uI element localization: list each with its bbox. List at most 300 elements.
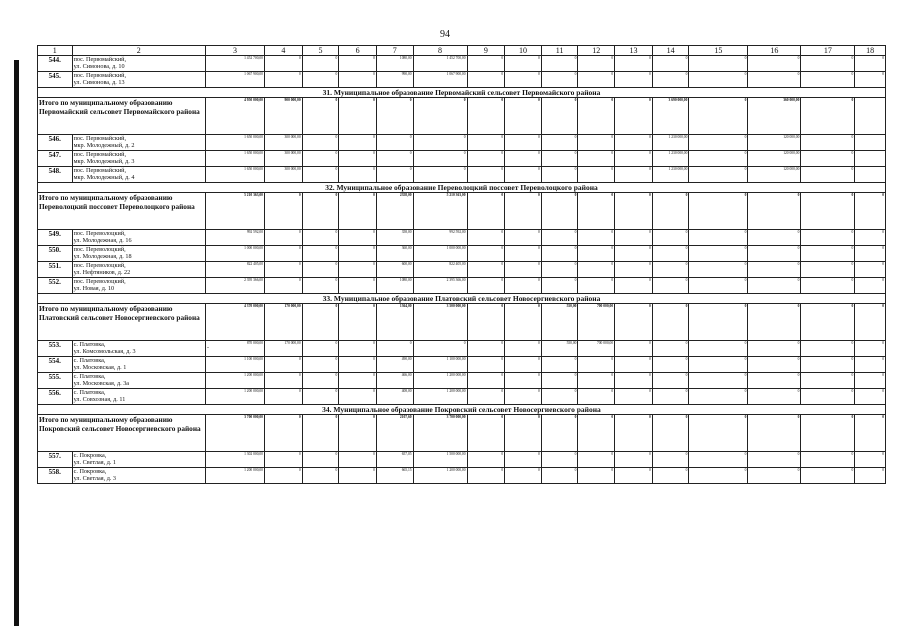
- value-text: 0: [648, 468, 651, 472]
- value-cell: [205, 135, 264, 151]
- table-row: [38, 389, 886, 405]
- section-header-row: [38, 183, 886, 193]
- value-cell: [205, 151, 264, 167]
- value-cell: [855, 278, 886, 294]
- value-cell: [578, 341, 615, 357]
- value-text: 0: [882, 278, 884, 282]
- value-cell: [578, 135, 615, 151]
- value-text: 0: [574, 373, 577, 377]
- value-cell: [264, 341, 302, 357]
- value-cell: 3 500 000,00: [413, 304, 467, 341]
- value-cell: [467, 56, 505, 72]
- value-cell: [339, 167, 377, 183]
- value-text: 0: [648, 56, 651, 60]
- value-cell: [541, 389, 578, 405]
- value-cell: [376, 389, 413, 405]
- value-cell: [467, 468, 505, 484]
- value-text: 0: [882, 230, 884, 234]
- value-text: 0: [851, 357, 854, 361]
- value-cell: [748, 72, 801, 88]
- value-text: 0: [574, 468, 577, 472]
- value-cell: [615, 373, 653, 389]
- value-cell: [578, 452, 615, 468]
- value-cell: [467, 452, 505, 468]
- column-number-cell: 1: [38, 46, 73, 56]
- address-line-1: с. Платовка,: [73, 373, 106, 380]
- column-number-cell: 15: [689, 46, 748, 56]
- address-line-2: ул. Нефтяников, д. 22: [73, 269, 131, 276]
- value-cell: [467, 230, 505, 246]
- value-text: 0: [298, 389, 301, 393]
- value-text: 0: [501, 357, 504, 361]
- value-cell: 0: [652, 304, 689, 341]
- value-text: 0: [373, 262, 375, 266]
- table-row: [38, 341, 886, 357]
- value-cell: 0: [264, 415, 302, 452]
- value-cell: [376, 56, 413, 72]
- value-cell: [376, 246, 413, 262]
- value-cell: [689, 373, 748, 389]
- address-line-2: мкр. Молодежный, д. 4: [73, 174, 135, 181]
- value-cell: [302, 389, 339, 405]
- value-text: 0: [685, 230, 688, 234]
- value-cell: [615, 72, 653, 88]
- value-cell: [302, 230, 339, 246]
- row-number: 550.: [38, 246, 73, 262]
- value-text: 0: [463, 167, 466, 171]
- value-text: 0: [882, 262, 884, 266]
- value-cell: [801, 341, 855, 357]
- value-text: 0: [797, 341, 800, 345]
- value-text: 0: [685, 373, 688, 377]
- value-text: 490,00: [401, 357, 412, 361]
- value-text: 300 000,00: [284, 167, 301, 171]
- value-text: 1 650 000,00: [244, 151, 263, 155]
- value-text: 0: [538, 278, 540, 282]
- value-text: 0: [335, 230, 338, 234]
- value-text: 1 200 000,00: [446, 373, 466, 377]
- value-text: 358,00: [401, 230, 412, 234]
- value-text: 0: [648, 357, 651, 361]
- value-cell: [264, 56, 302, 72]
- value-cell: 0: [801, 304, 855, 341]
- value-cell: 0: [467, 415, 505, 452]
- value-cell: 0: [302, 415, 339, 452]
- value-cell: [689, 135, 748, 151]
- value-text: 0: [744, 56, 747, 60]
- address-line-1: пос. Первомайский,: [73, 56, 127, 63]
- value-cell: [413, 56, 467, 72]
- value-cell: [467, 278, 505, 294]
- row-number: 546.: [38, 135, 73, 151]
- value-cell: [801, 246, 855, 262]
- value-cell: [205, 230, 264, 246]
- value-cell: [264, 72, 302, 88]
- value-text: 0: [797, 468, 800, 472]
- value-text: 0: [501, 135, 504, 139]
- value-cell: [801, 373, 855, 389]
- value-cell: [339, 56, 377, 72]
- value-text: 1 500 000,00: [446, 452, 466, 456]
- value-cell: 0: [689, 98, 748, 135]
- value-text: 0: [685, 468, 688, 472]
- value-cell: 0: [505, 304, 542, 341]
- value-text: 0: [409, 167, 412, 171]
- row-number: 552.: [38, 278, 73, 294]
- address-cell: [72, 452, 205, 468]
- value-cell: [541, 151, 578, 167]
- table-row: [38, 72, 886, 88]
- value-text: 0: [685, 278, 688, 282]
- value-text: 0: [538, 151, 540, 155]
- row-number: 555.: [38, 373, 73, 389]
- value-cell: 0: [339, 98, 377, 135]
- value-cell: [302, 72, 339, 88]
- row-number: 557.: [38, 452, 73, 468]
- value-text: 0: [409, 135, 412, 139]
- address-cell: [72, 56, 205, 72]
- value-text: 120 000,00: [783, 151, 800, 155]
- value-text: 0: [373, 56, 375, 60]
- value-cell: [264, 167, 302, 183]
- value-cell: [652, 373, 689, 389]
- value-text: 0: [611, 72, 614, 76]
- value-text: 0: [335, 135, 338, 139]
- value-cell: [801, 452, 855, 468]
- value-cell: 4 950 000,00: [205, 98, 264, 135]
- value-cell: [413, 167, 467, 183]
- value-text: 0: [298, 262, 301, 266]
- table-row: [38, 262, 886, 278]
- value-text: 0: [744, 167, 747, 171]
- value-cell: [302, 167, 339, 183]
- value-cell: 3 690 000,00: [652, 98, 689, 135]
- value-cell: 0: [302, 193, 339, 230]
- value-text: 0: [574, 278, 577, 282]
- value-text: 0: [335, 72, 338, 76]
- value-cell: 0: [748, 415, 801, 452]
- value-cell: [339, 72, 377, 88]
- value-text: 0: [648, 278, 651, 282]
- value-text: 0: [851, 373, 854, 377]
- section-header-row: [38, 88, 886, 98]
- value-cell: [339, 357, 377, 373]
- column-number-cell: 14: [652, 46, 689, 56]
- value-cell: [689, 357, 748, 373]
- value-text: 1 452 700,00: [446, 56, 466, 60]
- address-cell: [72, 135, 205, 151]
- value-cell: [748, 357, 801, 373]
- address-line-1: пос. Переволоцкий,: [73, 230, 126, 237]
- value-cell: [541, 56, 578, 72]
- value-text: 0: [501, 452, 504, 456]
- value-cell: 0: [855, 415, 886, 452]
- page-number: 94: [440, 29, 450, 40]
- value-cell: [376, 452, 413, 468]
- value-cell: [578, 373, 615, 389]
- value-cell: [541, 246, 578, 262]
- value-text: 1 230 000,00: [668, 167, 688, 171]
- address-line-1: пос. Первомайский,: [73, 135, 127, 142]
- value-cell: [748, 468, 801, 484]
- value-text: 0: [538, 341, 540, 345]
- value-text: 0: [538, 167, 540, 171]
- row-number: 554.: [38, 357, 73, 373]
- value-cell: [302, 246, 339, 262]
- value-text: 0: [744, 373, 747, 377]
- value-cell: [413, 452, 467, 468]
- value-cell: [652, 357, 689, 373]
- value-text: 1 650 000,00: [244, 135, 263, 139]
- value-text: 0: [409, 341, 412, 345]
- value-cell: 0: [541, 415, 578, 452]
- value-cell: [615, 341, 653, 357]
- value-cell: [205, 373, 264, 389]
- value-text: 0: [298, 246, 301, 250]
- address-line-1: пос. Переволоцкий,: [73, 278, 126, 285]
- value-text: 0: [501, 246, 504, 250]
- address-line-2: ул. Комсомольская, д. 3: [73, 348, 136, 355]
- address-cell: [72, 72, 205, 88]
- address-line-2: ул. Московская, д. 3а: [73, 380, 130, 387]
- table-row: [38, 230, 886, 246]
- value-cell: [264, 151, 302, 167]
- value-cell: [376, 357, 413, 373]
- total-row: [38, 98, 886, 135]
- value-cell: [376, 373, 413, 389]
- value-cell: [689, 167, 748, 183]
- value-text: 0: [851, 167, 854, 171]
- address-line-2: ул. Светлая, д. 1: [73, 459, 117, 466]
- column-number-cell: 7: [376, 46, 413, 56]
- value-cell: [748, 230, 801, 246]
- value-cell: 0: [339, 415, 377, 452]
- value-cell: 5 210 363,00: [413, 193, 467, 230]
- value-text: 0: [797, 278, 800, 282]
- value-cell: [264, 135, 302, 151]
- column-number-cell: 2: [72, 46, 205, 56]
- value-cell: [413, 230, 467, 246]
- value-text: 0: [373, 468, 375, 472]
- value-cell: [467, 357, 505, 373]
- value-cell: [689, 151, 748, 167]
- address-line-2: ул. Светлая, д. 3: [73, 475, 117, 482]
- column-number-cell: 13: [615, 46, 653, 56]
- section-header-row: [38, 405, 886, 415]
- value-text: 300 000,00: [284, 151, 301, 155]
- value-cell: [748, 278, 801, 294]
- value-text: 0: [574, 151, 577, 155]
- value-cell: [689, 452, 748, 468]
- total-label: Итого по муниципальному образованию Переволоцкий поссовет Переволоцкого района: [38, 193, 206, 230]
- value-cell: [578, 151, 615, 167]
- value-text: 0: [611, 230, 614, 234]
- table-row: [38, 452, 886, 468]
- value-text: 0: [574, 357, 577, 361]
- address-cell: [72, 278, 205, 294]
- binding-bar: [14, 60, 19, 626]
- column-number-cell: 3: [205, 46, 264, 56]
- address-line-1: пос. Первомайский,: [73, 72, 127, 79]
- row-number: 544.: [38, 56, 73, 72]
- value-text: 0: [882, 468, 884, 472]
- address-line-1: с. Покровка,: [73, 452, 107, 459]
- value-cell: [652, 389, 689, 405]
- value-text: 0: [611, 135, 614, 139]
- value-cell: 0: [302, 98, 339, 135]
- value-text: 822 405,00: [246, 262, 263, 266]
- value-cell: [339, 151, 377, 167]
- value-cell: 0: [801, 98, 855, 135]
- section-title: 34. Муниципальное образование Покровский сельсовет Новосергиевского района: [38, 405, 886, 415]
- value-text: 1 200 000,00: [244, 468, 263, 472]
- value-text: 0: [648, 452, 651, 456]
- value-cell: [541, 230, 578, 246]
- table-row: [38, 167, 886, 183]
- value-text: 0: [373, 452, 375, 456]
- value-cell: 550,00: [541, 304, 578, 341]
- value-cell: [302, 278, 339, 294]
- row-number: 547.: [38, 151, 73, 167]
- value-cell: [541, 357, 578, 373]
- value-text: 0: [648, 230, 651, 234]
- value-text: 0: [648, 151, 651, 155]
- value-text: 0: [501, 278, 504, 282]
- column-number-cell: 12: [578, 46, 615, 56]
- value-text: 0: [538, 389, 540, 393]
- value-cell: 2358,00: [376, 193, 413, 230]
- address-line-2: ул. Совхозная, д. 11: [73, 396, 126, 403]
- value-text: 0: [685, 389, 688, 393]
- value-cell: [376, 278, 413, 294]
- value-text: 992 592,00: [246, 230, 263, 234]
- value-text: 0: [744, 151, 747, 155]
- value-cell: [467, 167, 505, 183]
- value-cell: [615, 452, 653, 468]
- value-cell: [505, 151, 542, 167]
- value-cell: [652, 278, 689, 294]
- value-cell: [413, 262, 467, 278]
- value-text: 990,00: [401, 72, 412, 76]
- row-number: 558.: [38, 468, 73, 484]
- value-text: 0: [882, 56, 884, 60]
- value-cell: [748, 246, 801, 262]
- value-text: 1 230 000,00: [668, 135, 688, 139]
- value-cell: [376, 341, 413, 357]
- total-row: [38, 415, 886, 452]
- address-cell: [72, 167, 205, 183]
- value-cell: [339, 452, 377, 468]
- value-cell: [748, 373, 801, 389]
- value-cell: [855, 72, 886, 88]
- address-cell: [72, 230, 205, 246]
- value-cell: [339, 468, 377, 484]
- value-text: 1 000 000,00: [446, 246, 466, 250]
- value-text: 120 000,00: [783, 135, 800, 139]
- value-text: 0: [335, 357, 338, 361]
- value-cell: [801, 167, 855, 183]
- dash-mark: -: [206, 345, 209, 351]
- value-cell: [855, 468, 886, 484]
- value-cell: [205, 167, 264, 183]
- value-cell: [505, 167, 542, 183]
- value-text: 0: [463, 151, 466, 155]
- value-cell: [801, 72, 855, 88]
- value-text: 0: [882, 72, 884, 76]
- value-text: 0: [797, 452, 800, 456]
- value-cell: [615, 389, 653, 405]
- value-cell: 0: [467, 98, 505, 135]
- value-cell: 0: [615, 304, 653, 341]
- value-cell: [748, 56, 801, 72]
- value-cell: 0: [541, 193, 578, 230]
- value-cell: 0: [652, 193, 689, 230]
- value-cell: [302, 468, 339, 484]
- value-text: 0: [648, 341, 651, 345]
- value-cell: [376, 468, 413, 484]
- value-text: 170 000,00: [284, 341, 301, 345]
- value-cell: [467, 262, 505, 278]
- value-text: 0: [685, 341, 688, 345]
- value-text: 0: [335, 278, 338, 282]
- value-cell: [302, 373, 339, 389]
- value-text: 1080,00: [399, 278, 412, 282]
- value-text: 0: [851, 135, 854, 139]
- value-text: 0: [797, 357, 800, 361]
- value-text: 0: [611, 389, 614, 393]
- value-cell: [505, 468, 542, 484]
- value-cell: [302, 452, 339, 468]
- column-number-cell: 9: [467, 46, 505, 56]
- value-text: 0: [335, 167, 338, 171]
- section-title: 31. Муниципальное образование Первомайский сельсовет Первомайского района: [38, 88, 886, 98]
- table-row: [38, 373, 886, 389]
- value-text: 0: [335, 468, 338, 472]
- value-cell: [541, 373, 578, 389]
- table-row: [38, 357, 886, 373]
- value-text: 0: [851, 278, 854, 282]
- row-number: 556.: [38, 389, 73, 405]
- value-cell: [302, 135, 339, 151]
- total-row: [38, 304, 886, 341]
- value-cell: [652, 341, 689, 357]
- value-cell: [855, 262, 886, 278]
- value-text: 1 200 000,00: [446, 468, 466, 472]
- value-text: 0: [538, 135, 540, 139]
- value-text: 0: [501, 262, 504, 266]
- section-title: 32. Муниципальное образование Переволоцкий поссовет Переволоцкого района: [38, 183, 886, 193]
- value-cell: [748, 341, 801, 357]
- value-cell: [801, 56, 855, 72]
- value-text: 120 000,00: [783, 167, 800, 171]
- value-text: 1 067 900,00: [446, 72, 466, 76]
- row-number: 549.: [38, 230, 73, 246]
- value-cell: [801, 135, 855, 151]
- value-cell: [264, 262, 302, 278]
- value-cell: [205, 56, 264, 72]
- value-text: 0: [611, 468, 614, 472]
- value-text: 0: [685, 56, 688, 60]
- value-cell: [205, 278, 264, 294]
- value-cell: [541, 341, 578, 357]
- value-text: 0: [744, 452, 747, 456]
- value-text: 0: [298, 468, 301, 472]
- value-cell: [578, 230, 615, 246]
- value-text: 0: [574, 135, 577, 139]
- value-cell: [467, 389, 505, 405]
- value-cell: [748, 262, 801, 278]
- value-cell: [615, 135, 653, 151]
